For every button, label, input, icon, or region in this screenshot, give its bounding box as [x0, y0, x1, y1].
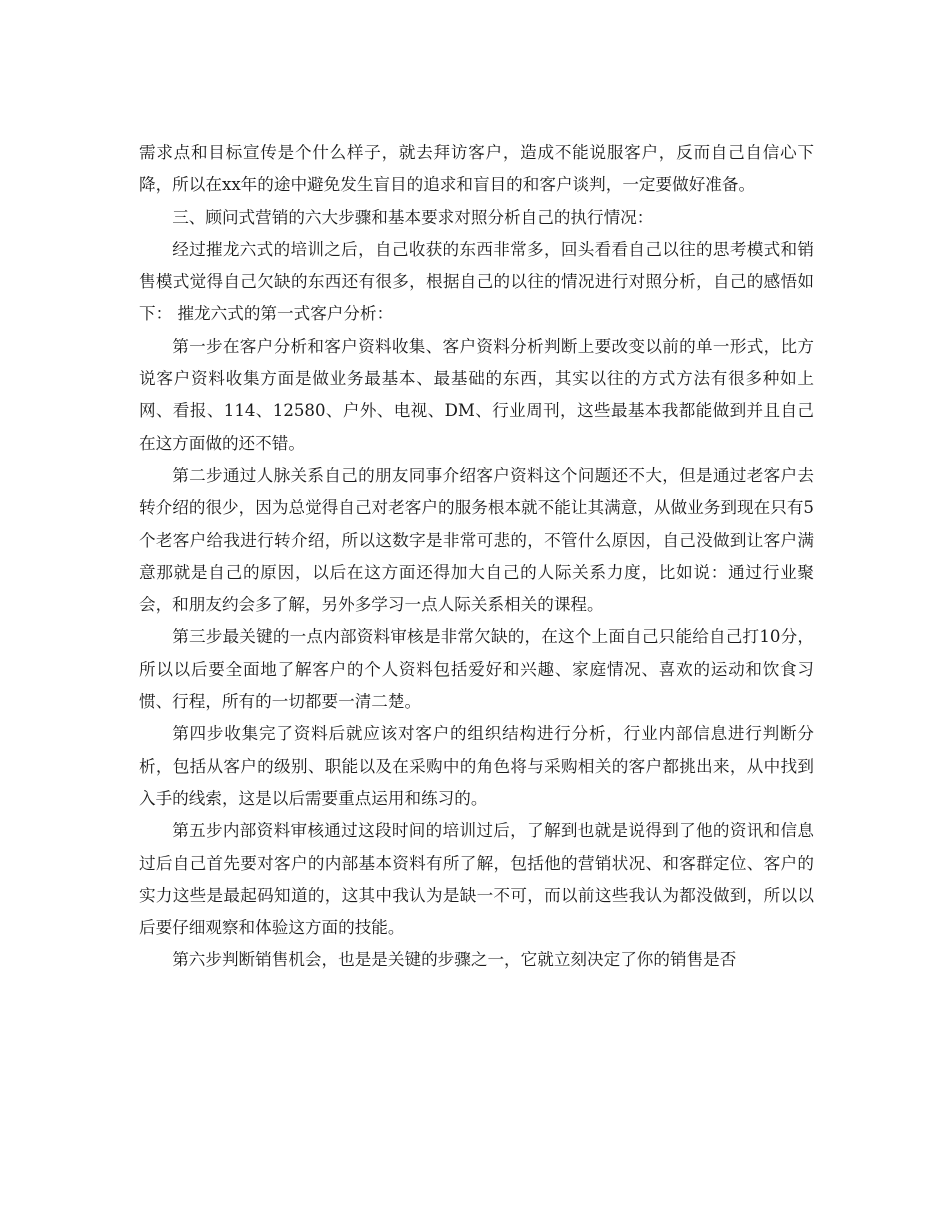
paragraph-step-one: 第一步在客户分析和客户资料收集、客户资料分析判断上要改变以前的单一形式，比方说客户资料收集方面是做业务最基本、最基础的东西，其实以往的方式方法有很多种如上网、看报、114、12580、户外、电视、DM、行业周刊，这些最基本我都能做到并且自己在这方面做的还不错。 — [139, 336, 814, 453]
document-page — [139, 137, 814, 977]
paragraph-step-four: 第四步收集完了资料后就应该对客户的组织结构进行分析，行业内部信息进行判断分析，包括从客户的级别、职能以及在采购中的角色将与采购相关的客户都挑出来，从中找到入手的线索，这是以后需要重点运用和练习的。 — [139, 724, 814, 808]
paragraph-training-reflection: 经过摧龙六式的培训之后，自己收获的东西非常多，回头看看自己以往的思考模式和销售模式觉得自己欠缺的东西还有很多，根据自己的以往的情况进行对照分析，自己的感悟如下： 摧龙六式的第一式客户分析： — [139, 239, 814, 324]
paragraph-continuation: 需求点和目标宣传是个什么样子，就去拜访客户，造成不能说服客户，反而自己自信心下降，所以在xx年的途中避免发生盲目的追求和盲目的和客户谈判，一定要做好准备。 — [139, 143, 814, 195]
paragraph-step-three: 第三步最关键的一点内部资料审核是非常欠缺的，在这个上面自己只能给自己打10分，所以以后要全面地了解客户的个人资料包括爱好和兴趣、家庭情况、喜欢的运动和饮食习惯、行程，所有的一切都要一清二楚。 — [139, 627, 814, 712]
paragraph-step-two: 第二步通过人脉关系自己的朋友同事介绍客户资料这个问题还不大，但是通过老客户去转介绍的很少，因为总觉得自己对老客户的服务根本就不能让其满意，从做业务到现在只有5个老客户给我进行转介绍，所以这数字是非常可悲的，不管什么原因，自己没做到让客户满意那就是自己的原因，以后在这方面还得加大自己的人际关系力度，比如说：通过行业聚会，和朋友约会多了解，另外多学习一点人际关系相关的课程。 — [139, 465, 814, 615]
section-heading-consultative-selling: 三、顾问式营销的六大步骤和基本要求对照分析自己的执行情况： — [172, 207, 654, 227]
paragraph-step-five: 第五步内部资料审核通过这段时间的培训过后，了解到也就是说得到了他的资讯和信息过后自己首先要对客户的内部基本资料有所了解，包括他的营销状况、和客群定位、客户的实力这些是最起码知道的，这其中我认为是缺一不可，而以前这些我认为都没做到，所以以后要仔细观察和体验这方面的技能。 — [139, 821, 814, 938]
paragraph-step-six: 第六步判断销售机会，也是是关键的步骤之一，它就立刻决定了你的销售是否 — [172, 950, 737, 970]
